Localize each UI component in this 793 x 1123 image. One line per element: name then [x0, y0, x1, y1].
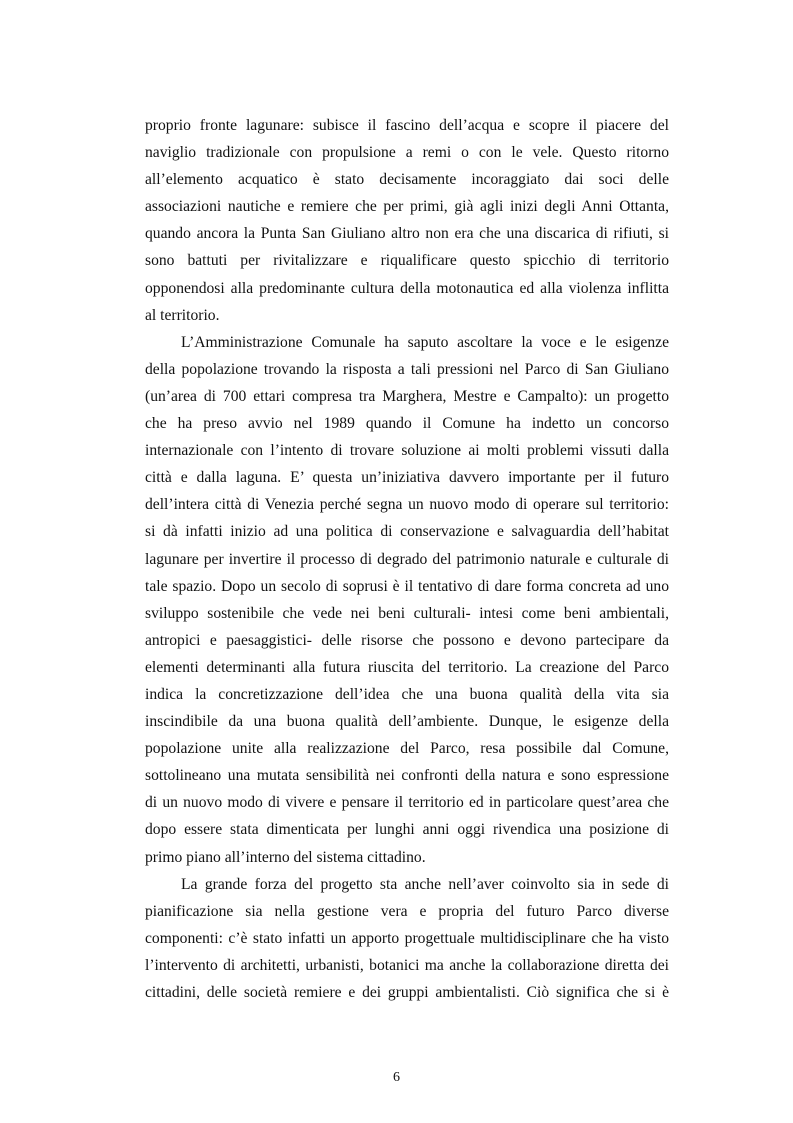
body-text [145, 112, 669, 1006]
text-line: primo piano all’interno del sistema cittadino. [145, 848, 426, 866]
text-line: opponendosi alla predominante cultura della motonautica ed alla violenza inflitta [145, 279, 669, 297]
text-line: all’elemento acquatico è stato decisamente incoraggiato dai soci delle [145, 171, 669, 189]
text-line: La grande forza del progetto sta anche nell’aver coinvolto sia in sede di [181, 875, 669, 893]
text-line: dopo essere stata dimenticata per lunghi anni oggi rivendica una posizione di [145, 821, 669, 839]
text-line: antropici e paesaggistici- delle risorse che possono e devono partecipare da [145, 631, 669, 649]
text-line: internazionale con l’intento di trovare soluzione ai molti problemi vissuti dalla [145, 442, 669, 460]
text-line: pianificazione sia nella gestione vera e propria del futuro Parco diverse [145, 902, 669, 920]
text-line: indica la concretizzazione dell’idea che una buona qualità della vita sia [145, 685, 669, 703]
text-line: popolazione unite alla realizzazione del Parco, resa possibile dal Comune, [145, 740, 669, 758]
text-line: al territorio. [145, 306, 220, 324]
text-line: si dà infatti inizio ad una politica di conservazione e salvaguardia dell’habitat [145, 523, 669, 541]
text-line: quando ancora la Punta San Giuliano altro non era che una discarica di rifiuti, si [145, 225, 669, 243]
paragraph-2 [145, 329, 669, 871]
text-line: tale spazio. Dopo un secolo di soprusi è il tentativo di dare forma concreta ad uno [145, 577, 669, 595]
text-line: associazioni nautiche e remiere che per primi, già agli inizi degli Anni Ottanta, [145, 198, 669, 216]
text-line: dell’intera città di Venezia perché segna un nuovo modo di operare sul territorio: [145, 496, 669, 514]
text-line: proprio fronte lagunare: subisce il fascino dell’acqua e scopre il piacere del [145, 117, 669, 134]
text-line: naviglio tradizionale con propulsione a remi o con le vele. Questo ritorno [145, 144, 669, 162]
text-line: di un nuovo modo di vivere e pensare il territorio ed in particolare quest’area che [145, 794, 669, 812]
text-line: L’Amministrazione Comunale ha saputo ascoltare la voce e le esigenze [181, 333, 669, 351]
page-number: 6 [393, 1070, 400, 1085]
text-line: città e dalla laguna. E’ questa un’iniziativa davvero importante per il futuro [145, 469, 669, 487]
text-line: che ha preso avvio nel 1989 quando il Comune ha indetto un concorso [145, 415, 669, 433]
text-line: l’intervento di architetti, urbanisti, botanici ma anche la collaborazione diretta dei [145, 956, 669, 974]
text-line: (un’area di 700 ettari compresa tra Marghera, Mestre e Campalto): un progetto [145, 387, 669, 405]
text-line: elementi determinanti alla futura riuscita del territorio. La creazione del Parco [145, 658, 669, 676]
text-line: sviluppo sostenibile che vede nei beni culturali- intesi come beni ambientali, [145, 604, 669, 622]
paragraph-1 [145, 112, 669, 329]
text-line: sono battuti per rivitalizzare e riqualificare questo spicchio di territorio [145, 252, 669, 270]
text-line: lagunare per invertire il processo di degrado del patrimonio naturale e culturale di [145, 550, 669, 568]
paragraph-3 [145, 871, 669, 1006]
text-line: sottolineano una mutata sensibilità nei confronti della natura e sono espressione [145, 767, 669, 785]
text-line: cittadini, delle società remiere e dei gruppi ambientalisti. Ciò significa che si è [145, 984, 669, 1001]
text-line: inscindibile da una buona qualità dell’ambiente. Dunque, le esigenze della [145, 713, 669, 731]
text-line: componenti: c’è stato infatti un apporto progettuale multidisciplinare che ha visto [145, 929, 669, 947]
text-line: della popolazione trovando la risposta a tali pressioni nel Parco di San Giuliano [145, 360, 669, 378]
